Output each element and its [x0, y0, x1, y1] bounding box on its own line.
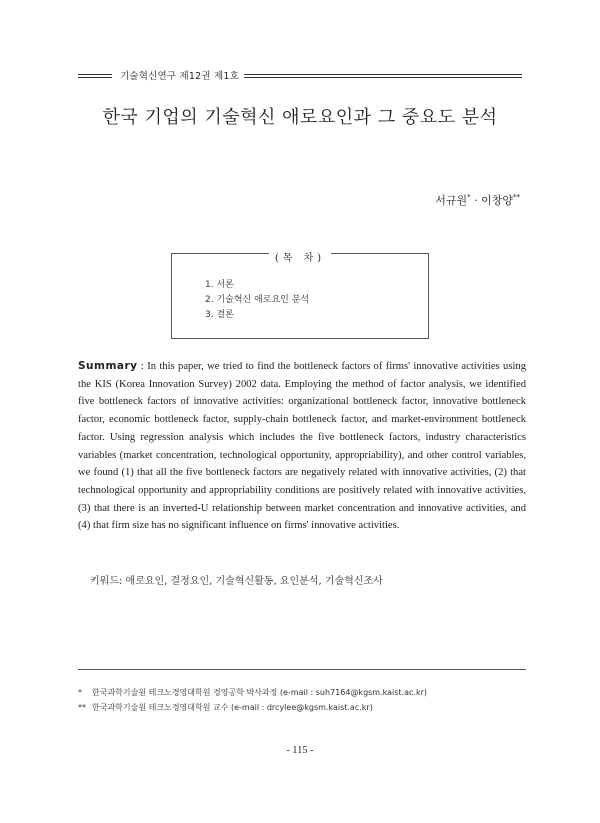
author-2: 이창양 [481, 194, 513, 207]
toc-heading: (목 차) [269, 253, 331, 264]
toc-item: 2. 기술혁신 애로요인 분석 [205, 295, 310, 305]
summary-colon: : [137, 361, 148, 372]
toc-list [205, 278, 309, 323]
footnote-text: 한국과학기술원 테크노경영대학원 교수 (e-mail : drcylee@kgsm.kaist.ac.kr) [92, 703, 373, 712]
page-number: - 115 - [286, 745, 314, 756]
author-2-mark: ** [513, 193, 520, 202]
author-separator: · [470, 194, 482, 207]
toc-item: 3. 결론 [205, 310, 234, 320]
footnote [78, 687, 427, 698]
abstract [78, 358, 526, 535]
paper-title: 한국 기업의 기술혁신 애로요인과 그 중요도 분석 [102, 107, 498, 128]
footnote-divider [78, 669, 526, 670]
footnote-mark: * [78, 688, 82, 697]
journal-name: 기술혁신연구 제12권 제1호 [120, 71, 239, 82]
summary-label: Summary [78, 360, 138, 372]
authors [435, 192, 520, 208]
footnote [78, 702, 373, 713]
footnote-text: 한국과학기술원 테크노경영대학원 경영공학 박사과정 (e-mail : suh7164@kgsm.kaist.ac.kr) [92, 688, 427, 697]
keywords: 키워드: 애로요인, 결정요인, 기술혁신활동, 요인분석, 기술혁신조사 [90, 576, 383, 587]
abstract-text: In this paper, we tried to find the bottleneck factors of firms' innovative activities using the KIS (Korea Innovation Survey) 2002 data. Employing the method of factor analysis, we identified five bottleneck factors of innovative activities: organizational bottleneck factor, innovative bottleneck factor, economic bottleneck factor, supply-chain bottleneck factor, and market-environment bottleneck factor. Using regression analysis which includes the five bottleneck factors, industry characteristics variables (market concentration, technological opportunity, appropriability), and other control variables, we found (1) that all the five bottleneck factors are negatively related with innovative activities, (2) that technological opportunity and appropriability conditions are positively related with innovative activities, (3) that there is an inverted-U relationship between market concentration and innovative activities, and (4) that firm size has no significant influence on firms' innovative activities. [78, 361, 526, 532]
author-1: 서규원 [435, 194, 468, 207]
table-of-contents [171, 253, 429, 339]
footnote-mark: ** [78, 703, 86, 712]
header-rule-right [244, 74, 522, 78]
toc-item: 1. 서론 [205, 280, 234, 290]
header-rule-left [78, 74, 112, 78]
author-1-mark: * [467, 193, 471, 202]
